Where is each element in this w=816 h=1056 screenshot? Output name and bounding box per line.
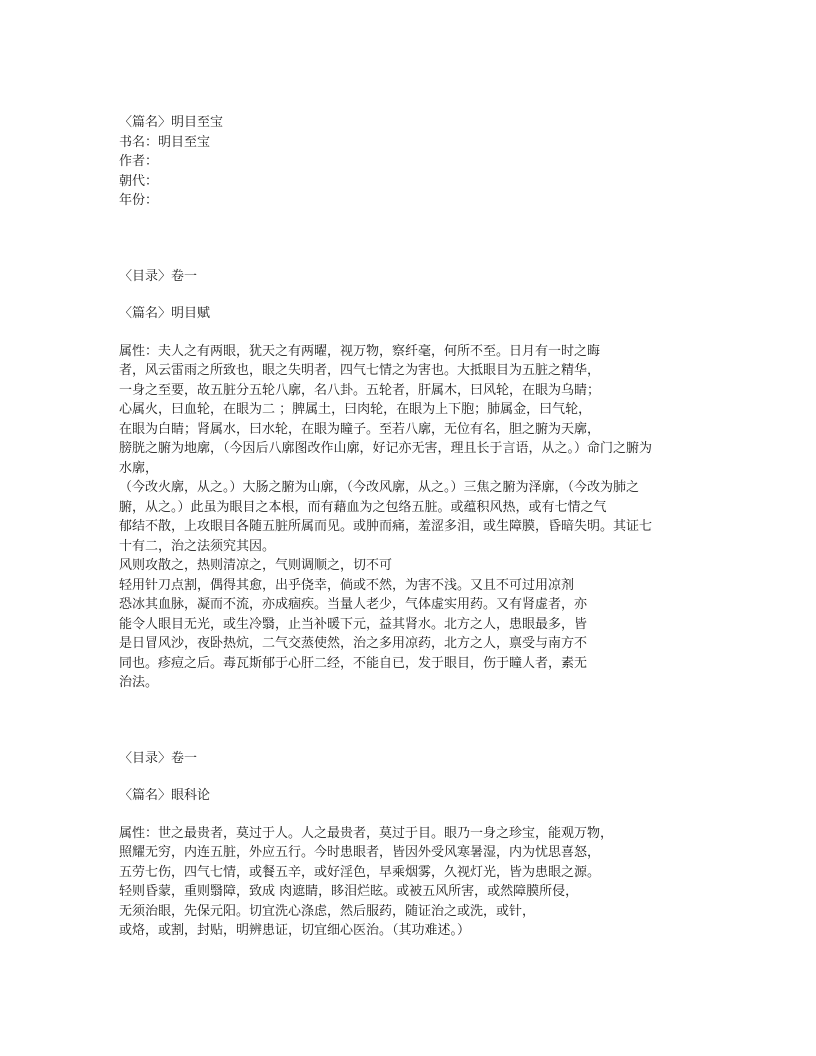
spacer <box>119 286 703 304</box>
chapter-title: 〈篇名〉明目至宝 <box>119 115 224 130</box>
spacer <box>119 768 703 786</box>
chapter-heading: 〈篇名〉眼科论 <box>119 788 211 803</box>
dynasty-field: 朝代： <box>119 173 159 189</box>
text-line: 腑，从之。）此虽为眼目之本根，而有藉血为之包络五脏。或蕴积风热，或有七情之气 <box>119 499 607 515</box>
book-name: 书名：明目至宝 <box>119 134 211 150</box>
section-body <box>119 342 703 693</box>
text-line: 轻则昏蒙，重则翳障，致成 肉遮睛，眵泪烂眩。或被五风所害，或然障膜所侵， <box>119 884 579 899</box>
text-line: 一身之至要，故五脏分五轮八廓，名八卦。五轮者，肝属木，曰风轮，在眼为乌睛； <box>119 382 601 398</box>
text-line: 是日冒风沙，夜卧热炕，二气交蒸使然，治之多用凉药，北方之人，禀受与南方不 <box>119 636 588 651</box>
spacer <box>119 806 703 824</box>
text-line: 恐冰其血脉，凝而不流，亦成痼疾。当量人老少，气体虚实用药。又有肾虚者，亦 <box>119 597 588 612</box>
text-line: 五劳七伤，四气七情，或餐五辛，或好淫色，早乘烟雾，久视灯光，皆为患眼之源。 <box>119 864 601 880</box>
text-line: 同也。疹痘之后。毒瓦斯郁于心肝二经，不能自已，发于眼目，伤于瞳人者，素无 <box>119 655 588 671</box>
text-line: 郁结不散，上攻眼目各随五脏所属而见。或肿而痛，羞涩多泪，或生障膜，昏暗失明。其证七 <box>119 519 653 534</box>
text-line: 水廓， <box>119 460 159 476</box>
text-line: 或烙，或割，封贴，明辨患证，切宜细心医治。（其功难述。） <box>119 923 471 938</box>
year-field: 年份： <box>119 193 159 208</box>
chapter-heading: 〈篇名〉明目赋 <box>119 306 211 321</box>
text-line: 膀胱之腑为地廓，（今因后八廓图改作山廓，好记亦无害，理且长于言语，从之。）命门之腑为 <box>119 441 653 456</box>
text-line: 心属火，曰血轮，在眼为二 ；脾属土，曰肉轮，在眼为上下胞；肺属金，曰气轮， <box>119 402 592 417</box>
text-line: 者，风云雷雨之所致也，眼之失明者，四气七情之为害也。大抵眼目为五脏之精华， <box>119 363 601 378</box>
section-body <box>119 824 703 941</box>
text-line: 轻用针刀点割，偶得其愈，出乎侥幸，倘或不然，为害不浅。又且不可过用凉剂 <box>119 577 575 593</box>
text-line: 无须治眼，先保元阳。切宜洗心涤虑，然后服药，随证治之或洗，或针， <box>119 903 536 919</box>
spacer <box>119 211 703 267</box>
catalog-heading: 〈目录〉卷一 <box>119 268 198 284</box>
author-field: 作者： <box>119 154 159 169</box>
text-line: 照耀无穷，内连五脏，外应五行。今时患眼者，皆因外受风寒暑湿，内为忧思喜怒， <box>119 845 601 860</box>
text-line: 治法。 <box>119 675 159 690</box>
text-line: 属性：夫人之有两眼，犹天之有两曜，视万物，察纤毫，何所不至。日月有一时之晦 <box>119 343 601 359</box>
text-line: 在眼为白睛；肾属水，曰水轮，在眼为瞳子。至若八廓，无位有名，胆之腑为天廓， <box>119 421 601 437</box>
text-line: 风则攻散之，热则清凉之，气则调顺之，切不可 <box>119 558 393 573</box>
text-line: 十有二，治之法须究其因。 <box>119 538 276 554</box>
text-line: （今改火廓，从之。）大肠之腑为山廓，（今改风廓，从之。）三焦之腑为泽廓，（今改为肺之 <box>119 480 640 495</box>
spacer <box>119 324 703 342</box>
spacer <box>119 693 703 749</box>
catalog-heading: 〈目录〉卷一 <box>119 750 198 766</box>
text-line: 属性：世之最贵者，莫过于人。人之最贵者，莫过于目。眼乃一身之珍宝，能观万物， <box>119 825 614 841</box>
text-line: 能令人眼目无光，或生冷翳，止当补暖下元，益其肾水。北方之人，患眼最多，皆 <box>119 616 588 632</box>
document-page <box>119 113 703 941</box>
